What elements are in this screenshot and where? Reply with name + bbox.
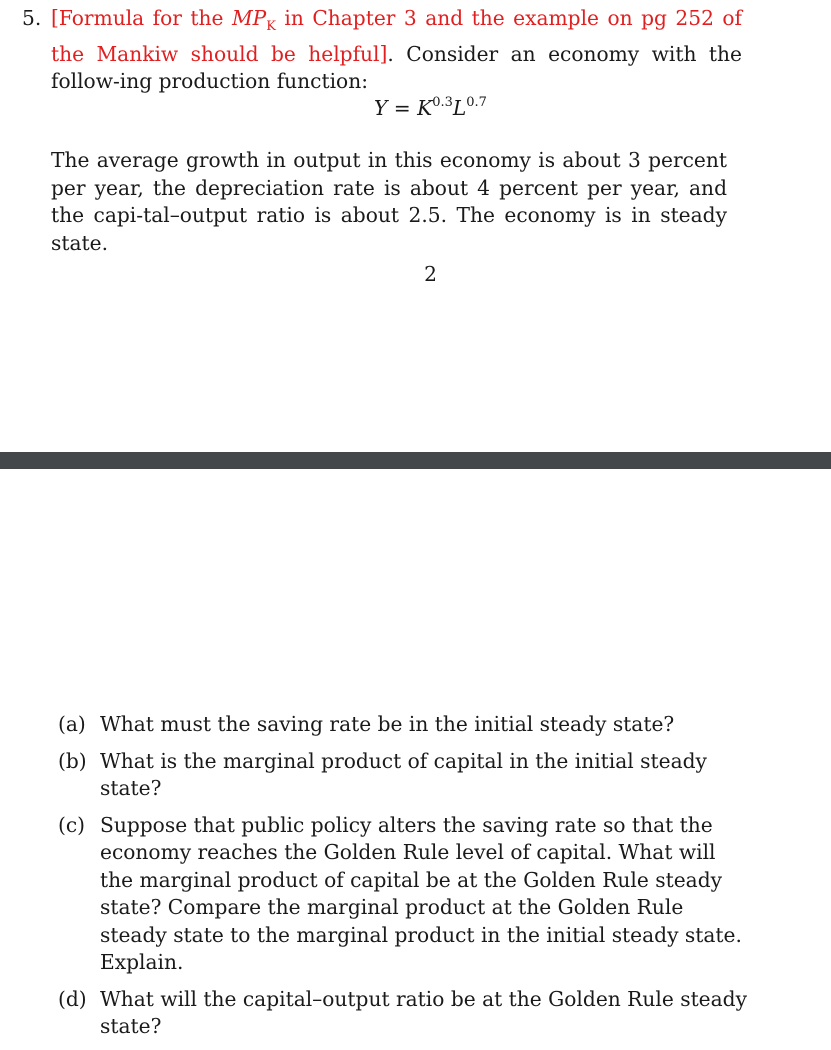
hint-mpk: MP	[231, 6, 267, 30]
question-b	[58, 748, 748, 803]
production-function-equation	[0, 96, 831, 120]
problem-number: 5.	[22, 6, 42, 30]
question-label: (d)	[58, 986, 87, 1011]
question-label: (b)	[58, 748, 87, 773]
question-label: (c)	[58, 812, 86, 837]
equation-exp-l: 0.7	[466, 95, 487, 110]
question-text: What is the marginal product of capital in the initial steady state?	[100, 748, 707, 800]
equation-base-l: L	[452, 96, 467, 120]
hint-open: [Formula for the	[51, 6, 232, 30]
question-text: Suppose that public policy alters the saving rate so that the economy reaches the Golden Rule level of capital. What will the marginal product of capital be at the Golden Rule steady state? Compare the marginal product at the Golden Rule steady state to the marginal product in the initial steady state. Explain.	[100, 812, 742, 974]
page-separator	[0, 452, 831, 469]
intro-text: . Consider an economy with the follow-ing production function:	[51, 41, 742, 94]
equation-lhs: Y	[374, 96, 388, 120]
page-number: 2	[424, 262, 437, 286]
hint-rest: in Chapter 3 and the example on pg 252 of the Mankiw should be helpful]	[51, 6, 742, 66]
page-1	[0, 0, 831, 452]
question-a	[58, 711, 748, 739]
question-d	[58, 986, 748, 1041]
equation-exp-k: 0.3	[432, 95, 453, 110]
equation-equals: =	[387, 96, 418, 120]
problem-intro	[51, 5, 742, 96]
question-list	[58, 711, 748, 1050]
question-text: What must the saving rate be in the initial steady state?	[100, 712, 675, 736]
question-text: What will the capital–output ratio be at the Golden Rule steady state?	[100, 986, 747, 1038]
question-c	[58, 812, 748, 977]
question-label: (a)	[58, 712, 86, 736]
page-2	[0, 469, 831, 1038]
problem-paragraph: The average growth in output in this economy is about 3 percent per year, the depreciation rate is about 4 percent per year, and the capi-tal–output ratio is about 2.5. The economy is in steady state.	[51, 148, 727, 255]
equation-base-k: K	[417, 96, 433, 120]
hint-mpk-subscript: K	[266, 19, 276, 35]
problem-5	[22, 5, 742, 96]
